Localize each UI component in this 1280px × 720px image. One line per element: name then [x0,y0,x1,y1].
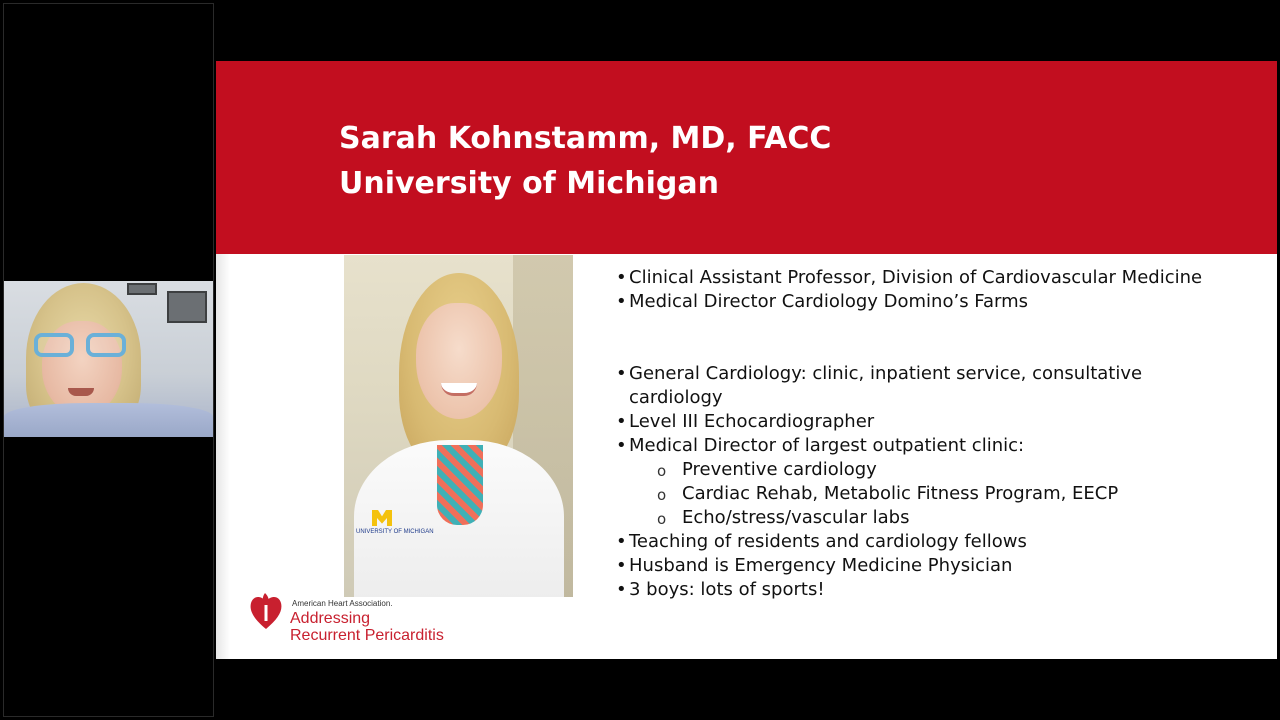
list-item: • General Cardiology: clinic, inpatient service, consultative cardiology [616,362,1216,410]
slide-header [216,61,1277,254]
speaker-glasses [34,333,126,359]
title-line-name: Sarah Kohnstamm, MD, FACC [339,121,832,156]
title-line-institution: University of Michigan [339,166,719,201]
bio-bullet-list [616,266,1216,602]
presentation-slide [216,61,1277,659]
logo-line-2: Recurrent Pericarditis [290,627,444,644]
list-item: • 3 boys: lots of sports! [616,578,1216,602]
coat-embroidery: UNIVERSITY OF MICHIGAN [356,529,434,535]
wall-frame [127,283,157,295]
list-item: • Level III Echocardiographer [616,410,1216,434]
logo-organization: American Heart Association. [292,599,393,608]
portrait-photo [344,255,573,597]
list-item: • Husband is Emergency Medicine Physician [616,554,1216,578]
aha-logo [248,589,468,649]
sub-list-item: o Echo/stress/vascular labs [616,506,1216,530]
sub-list-item: o Cardiac Rehab, Metabolic Fitness Program, EECP [616,482,1216,506]
logo-line-1: Addressing [290,610,371,627]
sub-list-item: o Preventive cardiology [616,458,1216,482]
list-spacer [616,314,1216,362]
speaker-shirt [4,403,213,437]
slide-edge-shadow [216,254,230,659]
list-item: • Clinical Assistant Professor, Division of Cardiovascular Medicine [616,266,1216,290]
list-item: • Medical Director of largest outpatient clinic: [616,434,1216,458]
wall-frame [167,291,207,323]
list-item: • Teaching of residents and cardiology fellows [616,530,1216,554]
slide-title [339,116,831,206]
heart-torch-icon [248,589,284,633]
speaker-mouth [68,388,94,396]
speaker-webcam-video[interactable] [4,281,213,437]
list-item: • Medical Director Cardiology Domino’s Farms [616,290,1216,314]
